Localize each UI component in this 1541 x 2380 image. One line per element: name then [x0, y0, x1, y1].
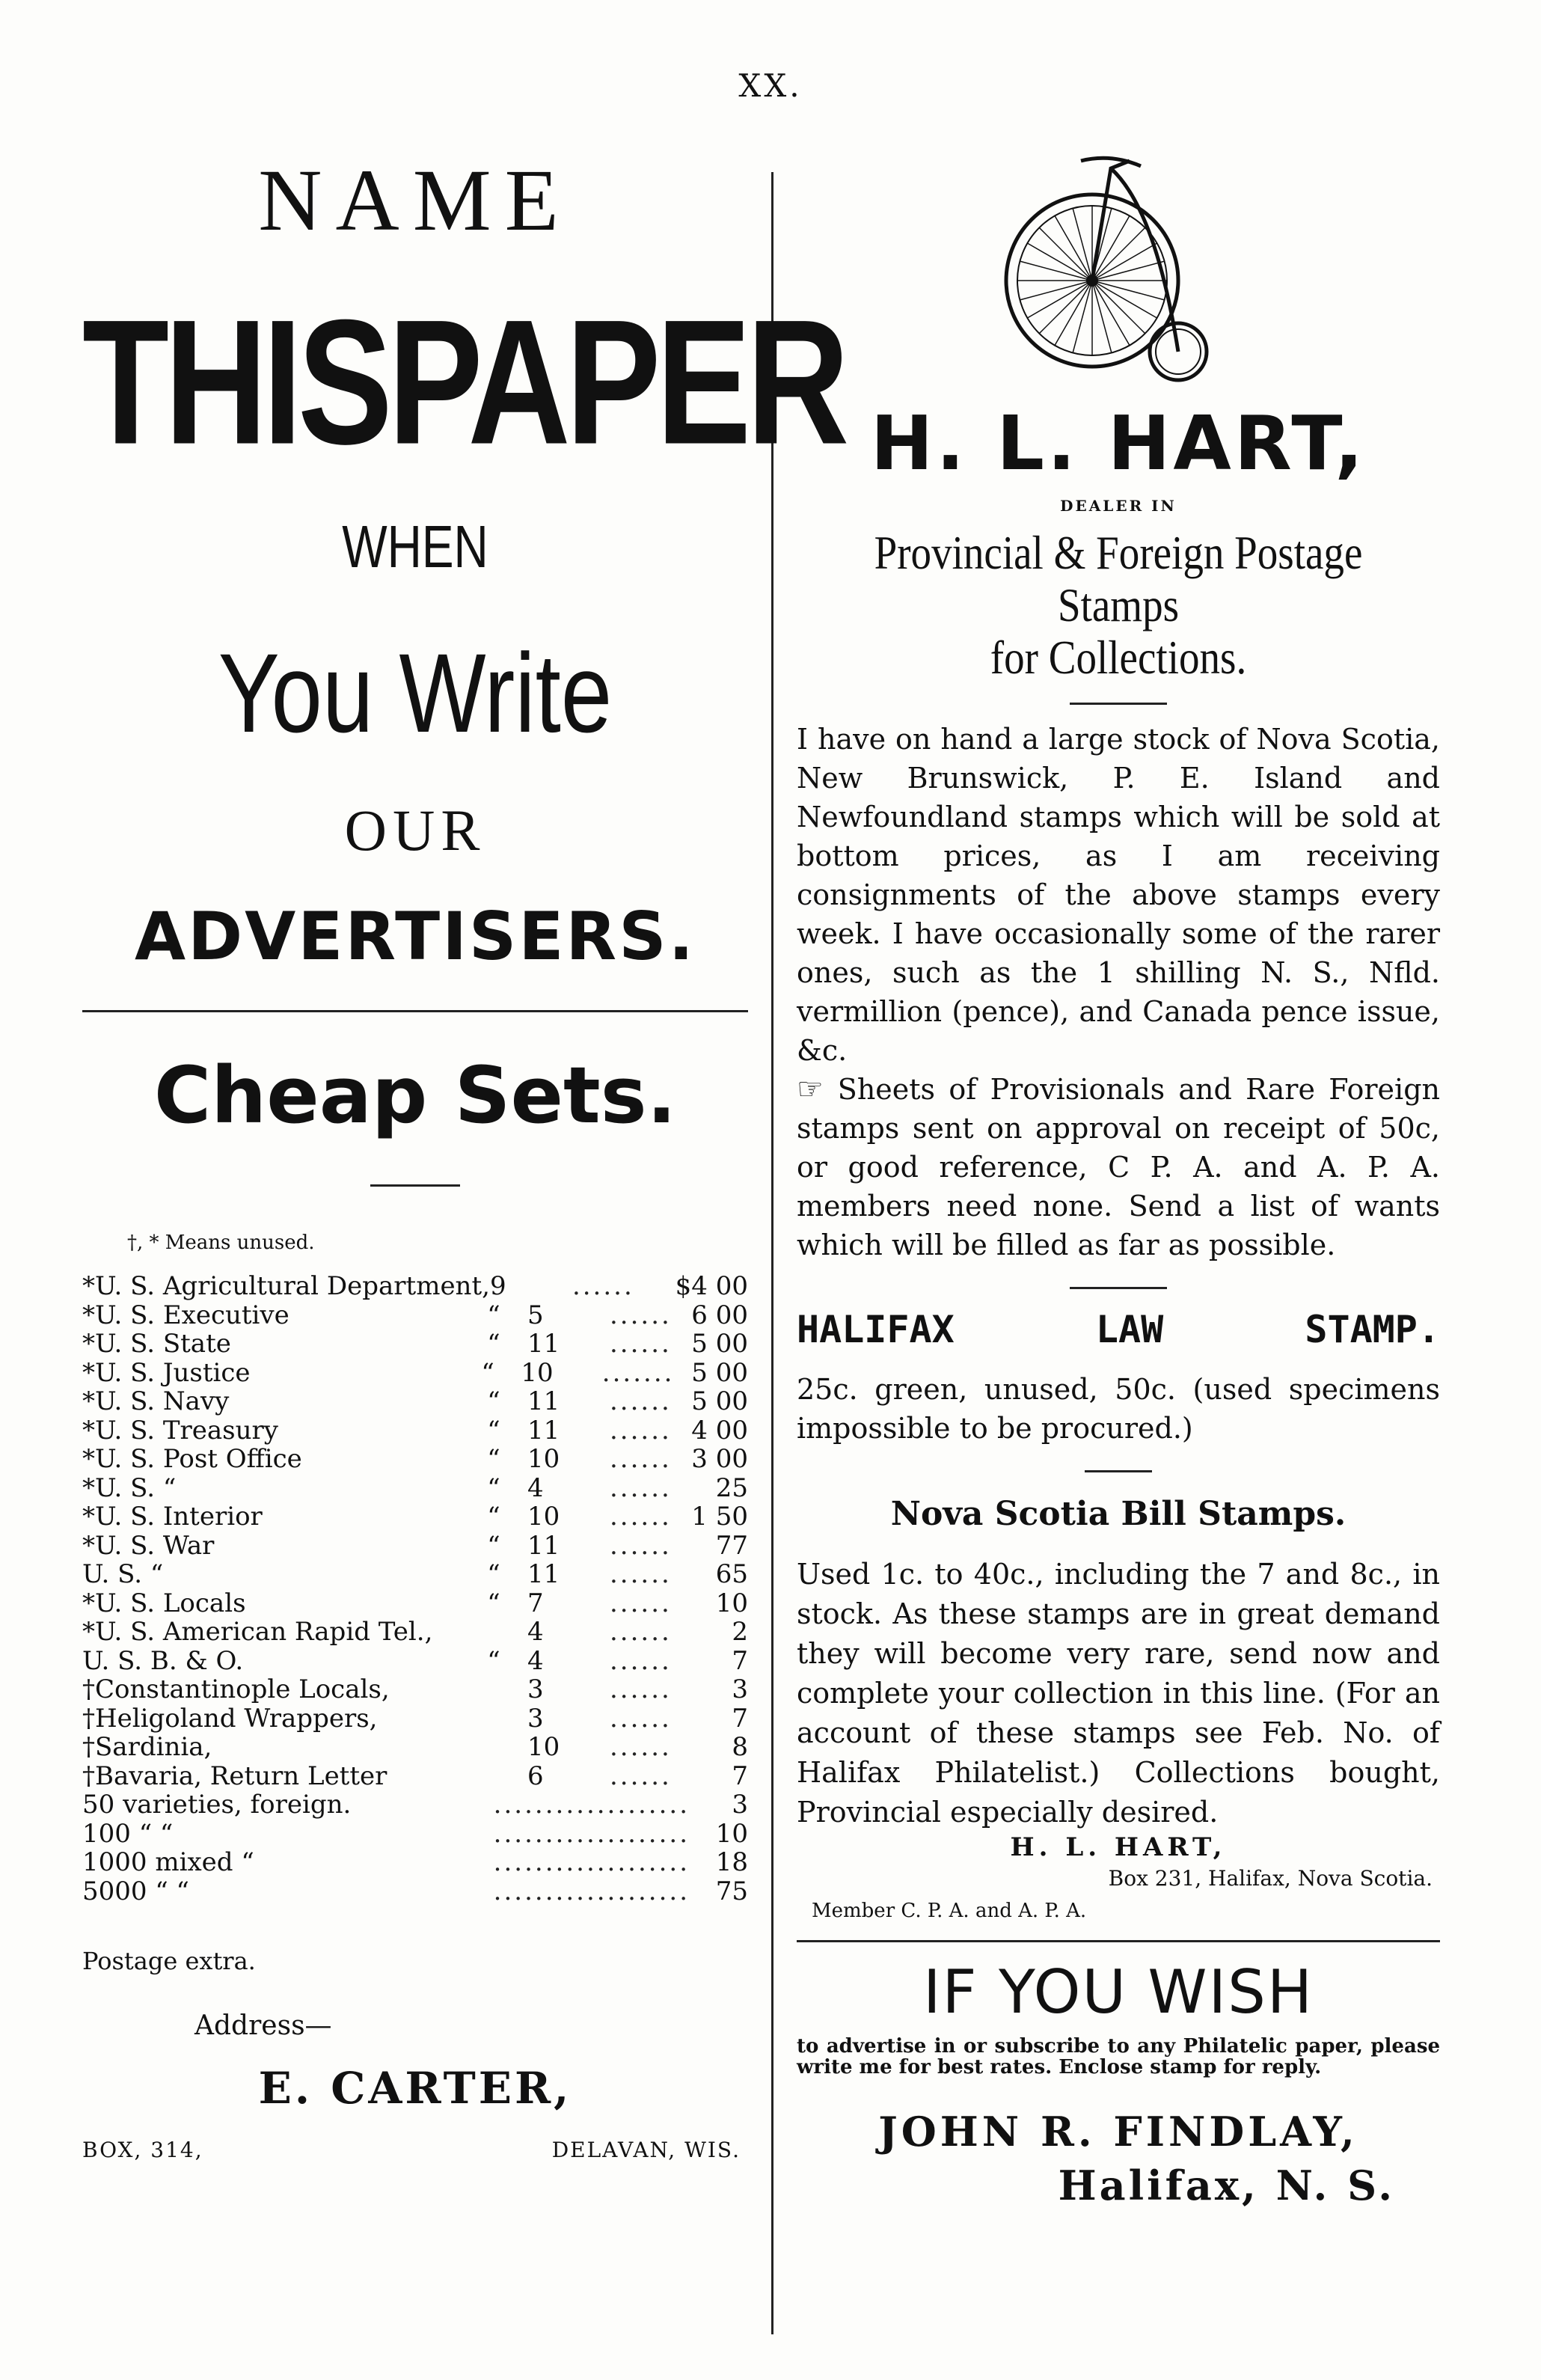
ditto-mark: “ [481, 1357, 494, 1388]
leader-dots: ...... [610, 1732, 672, 1762]
set-price: 18 [715, 1847, 748, 1877]
city: DELAVAN, WIS. [551, 2138, 741, 2162]
price-row [82, 1272, 748, 1301]
leader-dots: ................... [493, 1790, 690, 1820]
leader-dots: ...... [610, 1530, 672, 1561]
price-row [82, 1502, 748, 1532]
stock-paragraph: I have on hand a large stock of Nova Scotia, New Brunswick, P. E. Island and Newfoundland stamps which will be sold at bottom prices, as I am receiving consignments of the above stamps every week. I have occasionally some of the rarer ones, such as the 1 shilling N. S., Nfld. vermillion (pence), and Canada pence issue, &c. [797, 723, 1440, 1067]
item-name: *U. S. Justice [82, 1357, 251, 1388]
price-row [82, 1560, 748, 1589]
set-price: 65 [715, 1559, 748, 1589]
price-row [82, 1301, 748, 1330]
item-name: *U. S. Executive [82, 1300, 289, 1330]
membership-note: Member C. P. A. and A. P. A. [812, 1900, 1087, 1922]
item-name: †Heligoland Wrappers, [82, 1703, 378, 1734]
nova-scotia-text: Used 1c. to 40c., including the 7 and 8c., in stock. As these stamps are in great demand they will become very rare, send now and complete your collection in this line. (For an account of these stamps see Feb. No. of Halifax Philatelist.) Collections bought, Provincial especially desired. [797, 1558, 1440, 1829]
you-write-heading: You Write [218, 630, 613, 756]
short-rule [1085, 1470, 1152, 1472]
short-rule [1070, 703, 1167, 705]
carter-name: E. CARTER, [258, 2063, 572, 2114]
set-price: 3 00 [691, 1444, 748, 1474]
paper-word: PAPER [387, 283, 845, 482]
approval-text: Sheets of Provisionals and Rare Foreign stamps sent on approval on receipt of 50c, or good reference, C P. A. and A. P. A. members need none. Send a list of wants which will be filled as far as possible. [797, 1073, 1440, 1261]
set-price: 5 00 [691, 1329, 748, 1359]
set-count: 9 [489, 1271, 506, 1301]
set-price: 2 [732, 1617, 748, 1647]
set-count: 10 [527, 1732, 560, 1762]
ditto-mark: “ [487, 1472, 500, 1503]
left-column [82, 150, 845, 2162]
ditto-mark: “ [487, 1444, 500, 1474]
findlay-location: Halifax, N. S. [1058, 2162, 1395, 2209]
set-price: 10 [715, 1588, 748, 1618]
item-name: *U. S. American Rapid Tel., [82, 1617, 433, 1647]
ditto-mark: “ [487, 1386, 500, 1416]
ditto-mark: “ [487, 1502, 500, 1532]
set-count [429, 1848, 494, 1877]
price-row [82, 1618, 748, 1647]
price-row [82, 1820, 748, 1849]
section-rule [797, 1940, 1440, 1942]
price-row [82, 1877, 748, 1906]
hart-address: Box 231, Halifax, Nova Scotia. [1108, 1866, 1433, 1891]
price-row [82, 1704, 748, 1734]
price-row [82, 1532, 748, 1561]
cheap-sets-heading: Cheap Sets. [153, 1050, 677, 1141]
page-number: XX. [738, 67, 803, 104]
hart-signature: H. L. HART, [1010, 1832, 1227, 1862]
leader-dots: ...... [610, 1760, 672, 1791]
price-row [82, 1359, 748, 1388]
item-name: *U. S. Agricultural Department, [82, 1271, 490, 1301]
law-word: LAW [1095, 1308, 1164, 1351]
ditto-mark: “ [487, 1559, 500, 1589]
leader-dots: ...... [610, 1703, 672, 1734]
price-row [82, 1762, 748, 1791]
set-count [429, 1820, 494, 1849]
carter-address [82, 2138, 748, 2162]
ditto-mark [377, 1877, 429, 1906]
set-price: 75 [715, 1876, 748, 1906]
price-row [82, 1445, 748, 1474]
short-rule [1070, 1287, 1167, 1289]
ditto-mark [377, 1820, 429, 1849]
set-price: 3 [732, 1790, 748, 1820]
item-name: †Constantinople Locals, [82, 1674, 390, 1704]
item-name: *U. S. Interior [82, 1502, 263, 1532]
price-row [82, 1647, 748, 1676]
set-count [429, 1790, 494, 1820]
price-row [82, 1589, 748, 1618]
leader-dots: ...... [610, 1444, 672, 1474]
item-name: *U. S. War [82, 1530, 215, 1561]
halifax-word: HALIFAX [797, 1308, 955, 1351]
set-count: 4 [527, 1472, 544, 1503]
set-price: 1 50 [691, 1502, 748, 1532]
set-price: 3 [732, 1674, 748, 1704]
set-count: 3 [527, 1674, 544, 1704]
set-count: 11 [527, 1386, 560, 1416]
leader-dots: ...... [572, 1271, 634, 1301]
leader-dots: ...... [610, 1559, 672, 1589]
ditto-mark: “ [487, 1415, 500, 1446]
price-row [82, 1790, 748, 1820]
set-count: 10 [521, 1357, 554, 1388]
leader-dots: ...... [610, 1617, 672, 1647]
item-name: U. S. “ [82, 1559, 164, 1589]
item-name: *U. S. “ [82, 1472, 177, 1503]
leader-dots: ...... [610, 1472, 672, 1503]
dealer-in-label: DEALER IN [1060, 497, 1177, 515]
leader-dots: ................... [493, 1818, 690, 1849]
stamp-word: STAMP. [1305, 1308, 1440, 1351]
set-count: 10 [527, 1444, 560, 1474]
right-column [797, 150, 1440, 2209]
short-rule [370, 1184, 460, 1187]
set-count [429, 1877, 494, 1906]
law-stamp-text: 25c. green, unused, 50c. (used specimens impossible to be procured.) [797, 1373, 1440, 1445]
postage-note: Postage extra. [82, 1947, 256, 1975]
set-count: 11 [527, 1415, 560, 1446]
price-row [82, 1416, 748, 1446]
set-count: 11 [527, 1559, 560, 1589]
set-price: 7 [732, 1703, 748, 1734]
price-row [82, 1675, 748, 1704]
this-word: THIS [82, 283, 388, 482]
leader-dots: ...... [610, 1415, 672, 1446]
section-rule [82, 1010, 748, 1012]
set-count: 3 [527, 1703, 544, 1734]
findlay-name: JOHN R. FINDLAY, [878, 2108, 1358, 2156]
this-paper-heading [82, 281, 845, 505]
ditto-mark [460, 1675, 527, 1704]
leader-dots: ....... [601, 1357, 675, 1388]
pointing-hand-icon: ☞ [797, 1072, 838, 1107]
item-name: 1000 mixed “ [82, 1847, 254, 1877]
set-count: 4 [527, 1617, 544, 1647]
leader-dots: ...... [610, 1645, 672, 1676]
set-count: 5 [527, 1300, 544, 1330]
stamps-title [842, 527, 1395, 684]
set-count: 11 [527, 1530, 560, 1561]
leader-dots: ...... [610, 1300, 672, 1330]
price-list [82, 1272, 748, 1906]
leader-dots: ...... [610, 1502, 672, 1532]
set-price: 6 00 [691, 1300, 748, 1330]
item-name: U. S. B. & O. [82, 1645, 244, 1676]
price-row [82, 1387, 748, 1416]
set-count: 7 [527, 1588, 544, 1618]
item-name: *U. S. Treasury [82, 1415, 278, 1446]
ditto-mark [460, 1762, 527, 1791]
set-count: 11 [527, 1329, 560, 1359]
ditto-mark: “ [487, 1530, 500, 1561]
set-price: 5 00 [691, 1386, 748, 1416]
set-price: 10 [715, 1818, 748, 1849]
item-name: *U. S. Navy [82, 1386, 230, 1416]
set-price: 5 00 [691, 1357, 748, 1388]
bicycle-icon [999, 150, 1208, 397]
set-price: 8 [732, 1732, 748, 1762]
set-price: 7 [732, 1645, 748, 1676]
when-heading: WHEN [342, 513, 488, 580]
item-name: *U. S. Post Office [82, 1444, 302, 1474]
ditto-mark: “ [487, 1329, 500, 1359]
set-count: 4 [527, 1645, 544, 1676]
leader-dots: ...... [610, 1674, 672, 1704]
price-row [82, 1474, 748, 1503]
set-count: 10 [527, 1502, 560, 1532]
set-price: $4 00 [675, 1271, 748, 1301]
box-number: BOX, 314, [82, 2138, 203, 2162]
ditto-mark [377, 1790, 429, 1820]
ditto-mark [377, 1848, 429, 1877]
set-price: 4 00 [691, 1415, 748, 1446]
advertise-text: to advertise in or subscribe to any Philatelic paper, please write me for best rates. Enclose stamp for reply. [797, 2035, 1440, 2078]
ditto-mark: “ [487, 1645, 500, 1676]
item-name: *U. S. State [82, 1329, 231, 1359]
nova-scotia-heading: Nova Scotia Bill Stamps. [890, 1495, 1347, 1533]
address-label: Address— [194, 2010, 332, 2041]
ditto-mark: “ [487, 1588, 500, 1618]
unused-legend: †, * Means unused. [127, 1232, 315, 1254]
set-price: 25 [715, 1472, 748, 1503]
leader-dots: ...... [610, 1386, 672, 1416]
hart-heading: H. L. HART, [870, 400, 1367, 487]
set-price: 7 [732, 1760, 748, 1791]
our-heading: OUR [344, 798, 486, 863]
ditto-mark: “ [487, 1300, 500, 1330]
advertisers-heading: ADVERTISERS. [134, 898, 696, 975]
name-heading: NAME [258, 151, 572, 249]
if-you-wish-heading: IF YOU WISH [922, 1957, 1314, 2027]
leader-dots: ...... [610, 1588, 672, 1618]
item-name: 50 varieties, foreign. [82, 1790, 352, 1820]
item-name: 100 “ “ [82, 1818, 174, 1849]
stamps-title-line1: Provincial & Foreign Postage Stamps [874, 526, 1363, 631]
item-name: †Sardinia, [82, 1732, 212, 1762]
price-row [82, 1330, 748, 1359]
price-row [82, 1848, 748, 1877]
halifax-law-heading [797, 1308, 1440, 1351]
ditto-mark [460, 1704, 527, 1734]
ditto-mark [460, 1733, 527, 1762]
leader-dots: ................... [493, 1847, 690, 1877]
ditto-mark [460, 1618, 527, 1647]
price-row [82, 1733, 748, 1762]
leader-dots: ................... [493, 1876, 690, 1906]
approval-paragraph [797, 1070, 1440, 1264]
stamps-title-line2: for Collections. [990, 631, 1247, 684]
set-count: 6 [527, 1760, 544, 1791]
item-name: †Bavaria, Return Letter [82, 1760, 387, 1791]
leader-dots: ...... [610, 1329, 672, 1359]
set-price: 77 [715, 1530, 748, 1561]
item-name: *U. S. Locals [82, 1588, 246, 1618]
item-name: 5000 “ “ [82, 1876, 189, 1906]
